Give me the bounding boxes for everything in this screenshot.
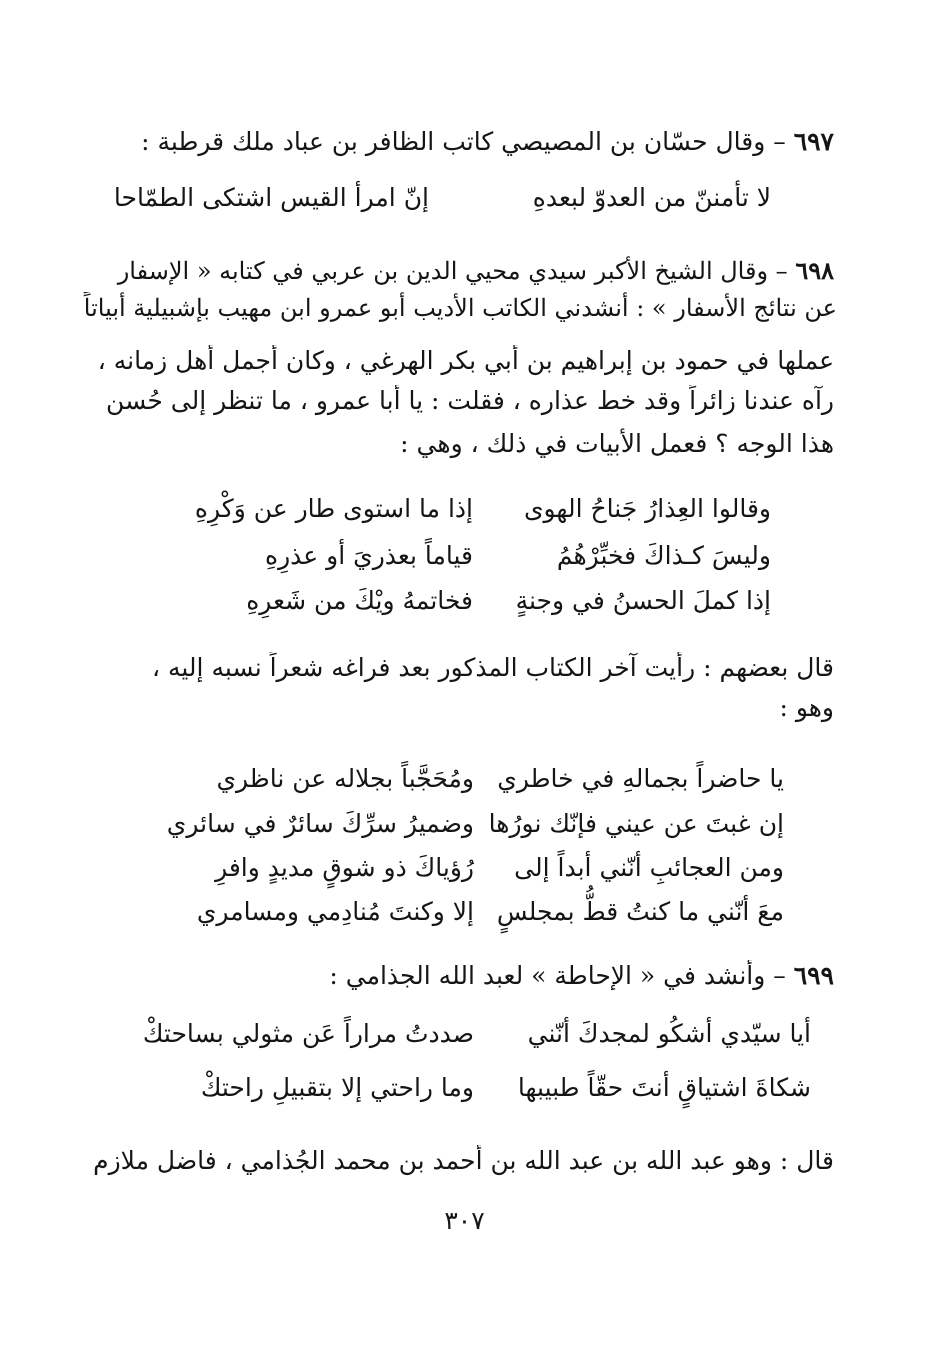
verse-first-hemistich: ومن العجائبِ أنّني أبداً إلى <box>514 853 784 882</box>
verse-first-hemistich: وليسَ كـذاكَ فخبِّرْهُمُ <box>556 541 771 570</box>
page-number: ٣٠٧ <box>444 1206 485 1235</box>
entry-number: ٦٩٩ <box>793 961 834 990</box>
verse-first-hemistich: شكاةَ اشتياقٍ أنتَ حقّاً طبيبها <box>517 1073 811 1102</box>
paragraph-line: عملها في حمود بن إبراهيم بن أبي بكر الهرغي ، وكان أجمل أهل زمانه ، <box>97 346 834 375</box>
entry-699-heading <box>92 960 834 992</box>
entry-698-heading <box>92 255 834 287</box>
verse-second-hemistich: إذا ما استوى طار عن وَكْرِهِ <box>194 494 473 523</box>
note-line: وهو : <box>779 693 834 722</box>
verse-second-hemistich: إلا وكنتَ مُنادِمي ومسامري <box>196 897 474 926</box>
paragraph-line: رآه عندنا زائراً وقد خط عذاره ، فقلت : يا أبا عمرو ، ما تنظر إلى حُسن <box>106 386 834 415</box>
verse-second-hemistich: إنّ امرأ القيس اشتكى الطمّاحا <box>113 183 429 212</box>
verse-first-hemistich: وقالوا العِذارُ جَناحُ الهوى <box>523 494 771 523</box>
verse-first-hemistich: أيا سيّدي أشكُو لمجدكَ أنّني <box>527 1019 811 1048</box>
verse-second-hemistich: وضميرُ سرِّكَ سائرٌ في سائري <box>166 809 474 838</box>
verse-second-hemistich: رُؤياكَ ذو شوقٍ مديدٍ وافرِ <box>215 853 474 882</box>
verse-second-hemistich: وما راحتي إلا بتقبيلِ راحتكْ <box>200 1073 474 1102</box>
verse-second-hemistich: ومُحَجَّباً بجلاله عن ناظري <box>216 764 474 793</box>
verse-first-hemistich: إن غبتَ عن عيني فإنّك نورُها <box>488 809 784 838</box>
entry-number: ٦٩٧ <box>793 127 834 156</box>
verse-first-hemistich: لا تأمننّ من العدوّ لبعدهِ <box>532 183 771 212</box>
verse-second-hemistich: صددتُ مراراً عَن مثولي بساحتكْ <box>142 1019 474 1048</box>
entry-697-heading <box>92 126 834 158</box>
verse-first-hemistich: إذا كملَ الحسنُ في وجنةٍ <box>515 586 771 615</box>
verse-second-hemistich: فخاتمهُ ويْكَ من شَعرِهِ <box>246 586 473 615</box>
note-line: قال بعضهم : رأيت آخر الكتاب المذكور بعد فراغه شعراً نسبه إليه ، <box>151 653 834 682</box>
verse-first-hemistich: يا حاضراً بجمالهِ في خاطري <box>497 764 784 793</box>
verse-second-hemistich: قياماً بعذريَ أو عذرِهِ <box>265 541 473 570</box>
verse-first-hemistich: معَ أنّني ما كنتُ قطُّ بمجلسٍ <box>496 897 784 926</box>
entry-text: – وقال حسّان بن المصيصي كاتب الظافر بن عباد ملك قرطبة : <box>141 127 786 156</box>
paragraph-line: هذا الوجه ؟ فعمل الأبيات في ذلك ، وهي : <box>400 429 834 458</box>
entry-text: – وأنشد في « الإحاطة » لعبد الله الجذامي : <box>329 961 786 990</box>
entry-number: ٦٩٨ <box>795 256 834 285</box>
entry-text: – وقال الشيخ الأكبر سيدي محيي الدين بن عربي في كتابه « الإسفار <box>117 257 788 285</box>
paragraph-line: عن نتائج الأسفار » : أنشدني الكاتب الأديب أبو عمرو ابن مهيب بإشبيلية أبياتاً <box>83 294 837 322</box>
paragraph-line: قال : وهو عبد الله بن عبد الله بن أحمد بن محمد الجُذامي ، فاضل ملازم <box>93 1146 834 1175</box>
